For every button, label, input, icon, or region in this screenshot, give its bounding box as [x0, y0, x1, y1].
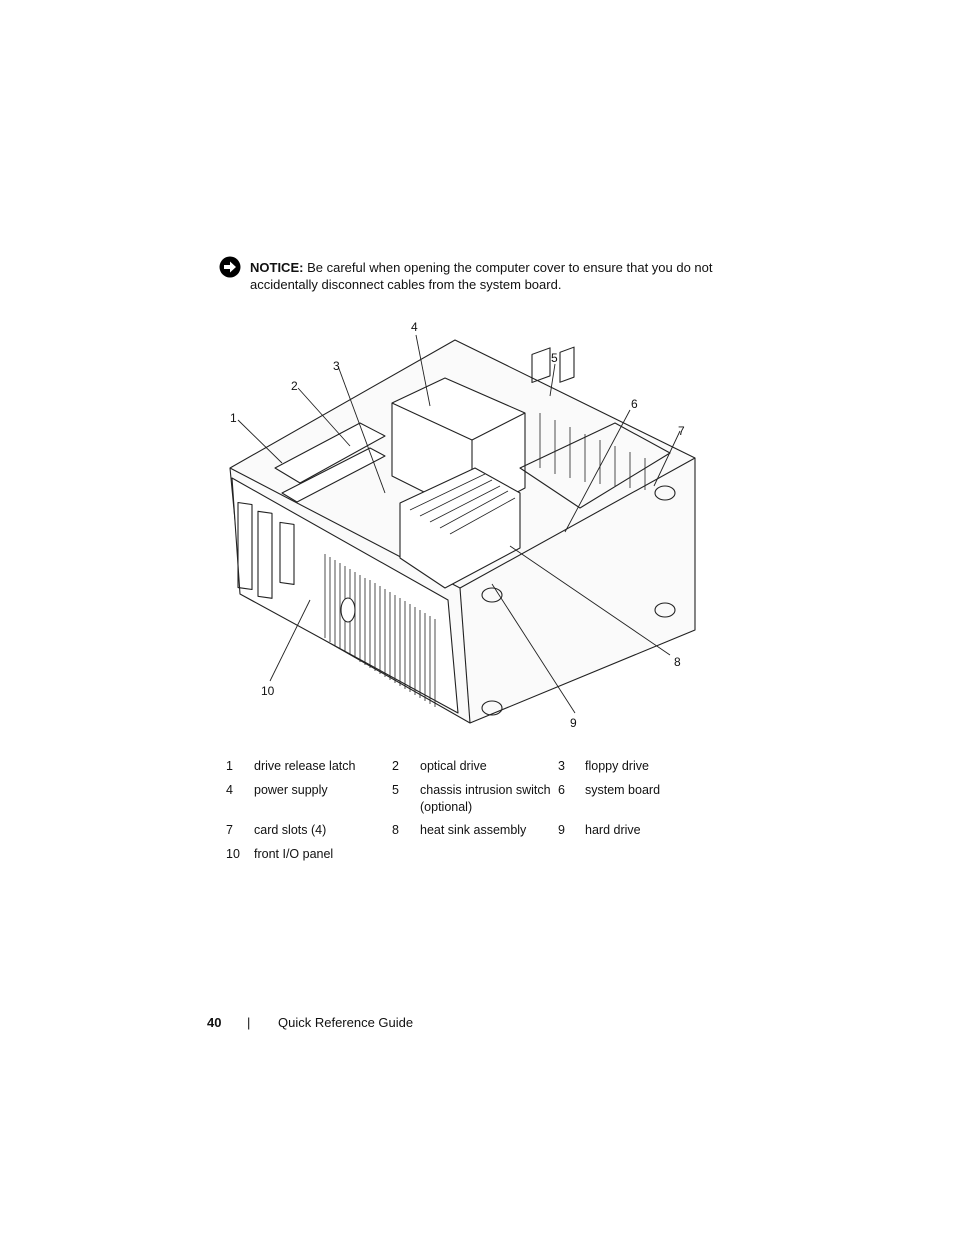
legend-number: 10	[226, 847, 240, 861]
notice-body: Be careful when opening the computer cover to ensure that you do not accidentally disconnect cables from the system board.	[250, 260, 713, 292]
legend-label: optical drive	[420, 759, 487, 773]
page-number: 40	[207, 1015, 222, 1030]
legend-label: drive release latch	[254, 759, 356, 773]
legend-number: 8	[392, 823, 399, 837]
legend-label: hard drive	[585, 823, 641, 837]
callout-7: 7	[678, 424, 685, 438]
legend-number: 7	[226, 823, 233, 837]
callout-2: 2	[291, 379, 298, 393]
legend-label: card slots (4)	[254, 823, 327, 837]
legend-label: floppy drive	[585, 759, 649, 773]
legend-label: power supply	[254, 783, 328, 797]
notice-text	[250, 259, 720, 293]
guide-title: Quick Reference Guide	[278, 1015, 414, 1030]
footer-separator: |	[247, 1015, 251, 1030]
callout-5: 5	[551, 351, 558, 365]
legend-number: 1	[226, 759, 233, 773]
notice-arrow-icon	[219, 256, 241, 278]
legend-number: 6	[558, 783, 565, 797]
callout-10: 10	[261, 684, 275, 698]
legend-number: 2	[392, 759, 399, 773]
legend-number: 9	[558, 823, 565, 837]
callout-9: 9	[570, 716, 577, 730]
callout-4: 4	[411, 320, 418, 334]
callout-6: 6	[631, 397, 638, 411]
legend-label: front I/O panel	[254, 847, 334, 861]
legend-label: chassis intrusion switch (optional)	[420, 783, 551, 814]
legend-label: system board	[585, 783, 661, 797]
legend-label: heat sink assembly	[420, 823, 527, 837]
callout-1: 1	[230, 411, 237, 425]
notice-title: NOTICE:	[250, 260, 304, 275]
callout-8: 8	[674, 655, 681, 669]
legend-number: 5	[392, 783, 399, 797]
legend-number: 3	[558, 759, 565, 773]
callout-3: 3	[333, 359, 340, 373]
legend-number: 4	[226, 783, 233, 797]
computer-internals-figure	[220, 318, 715, 738]
